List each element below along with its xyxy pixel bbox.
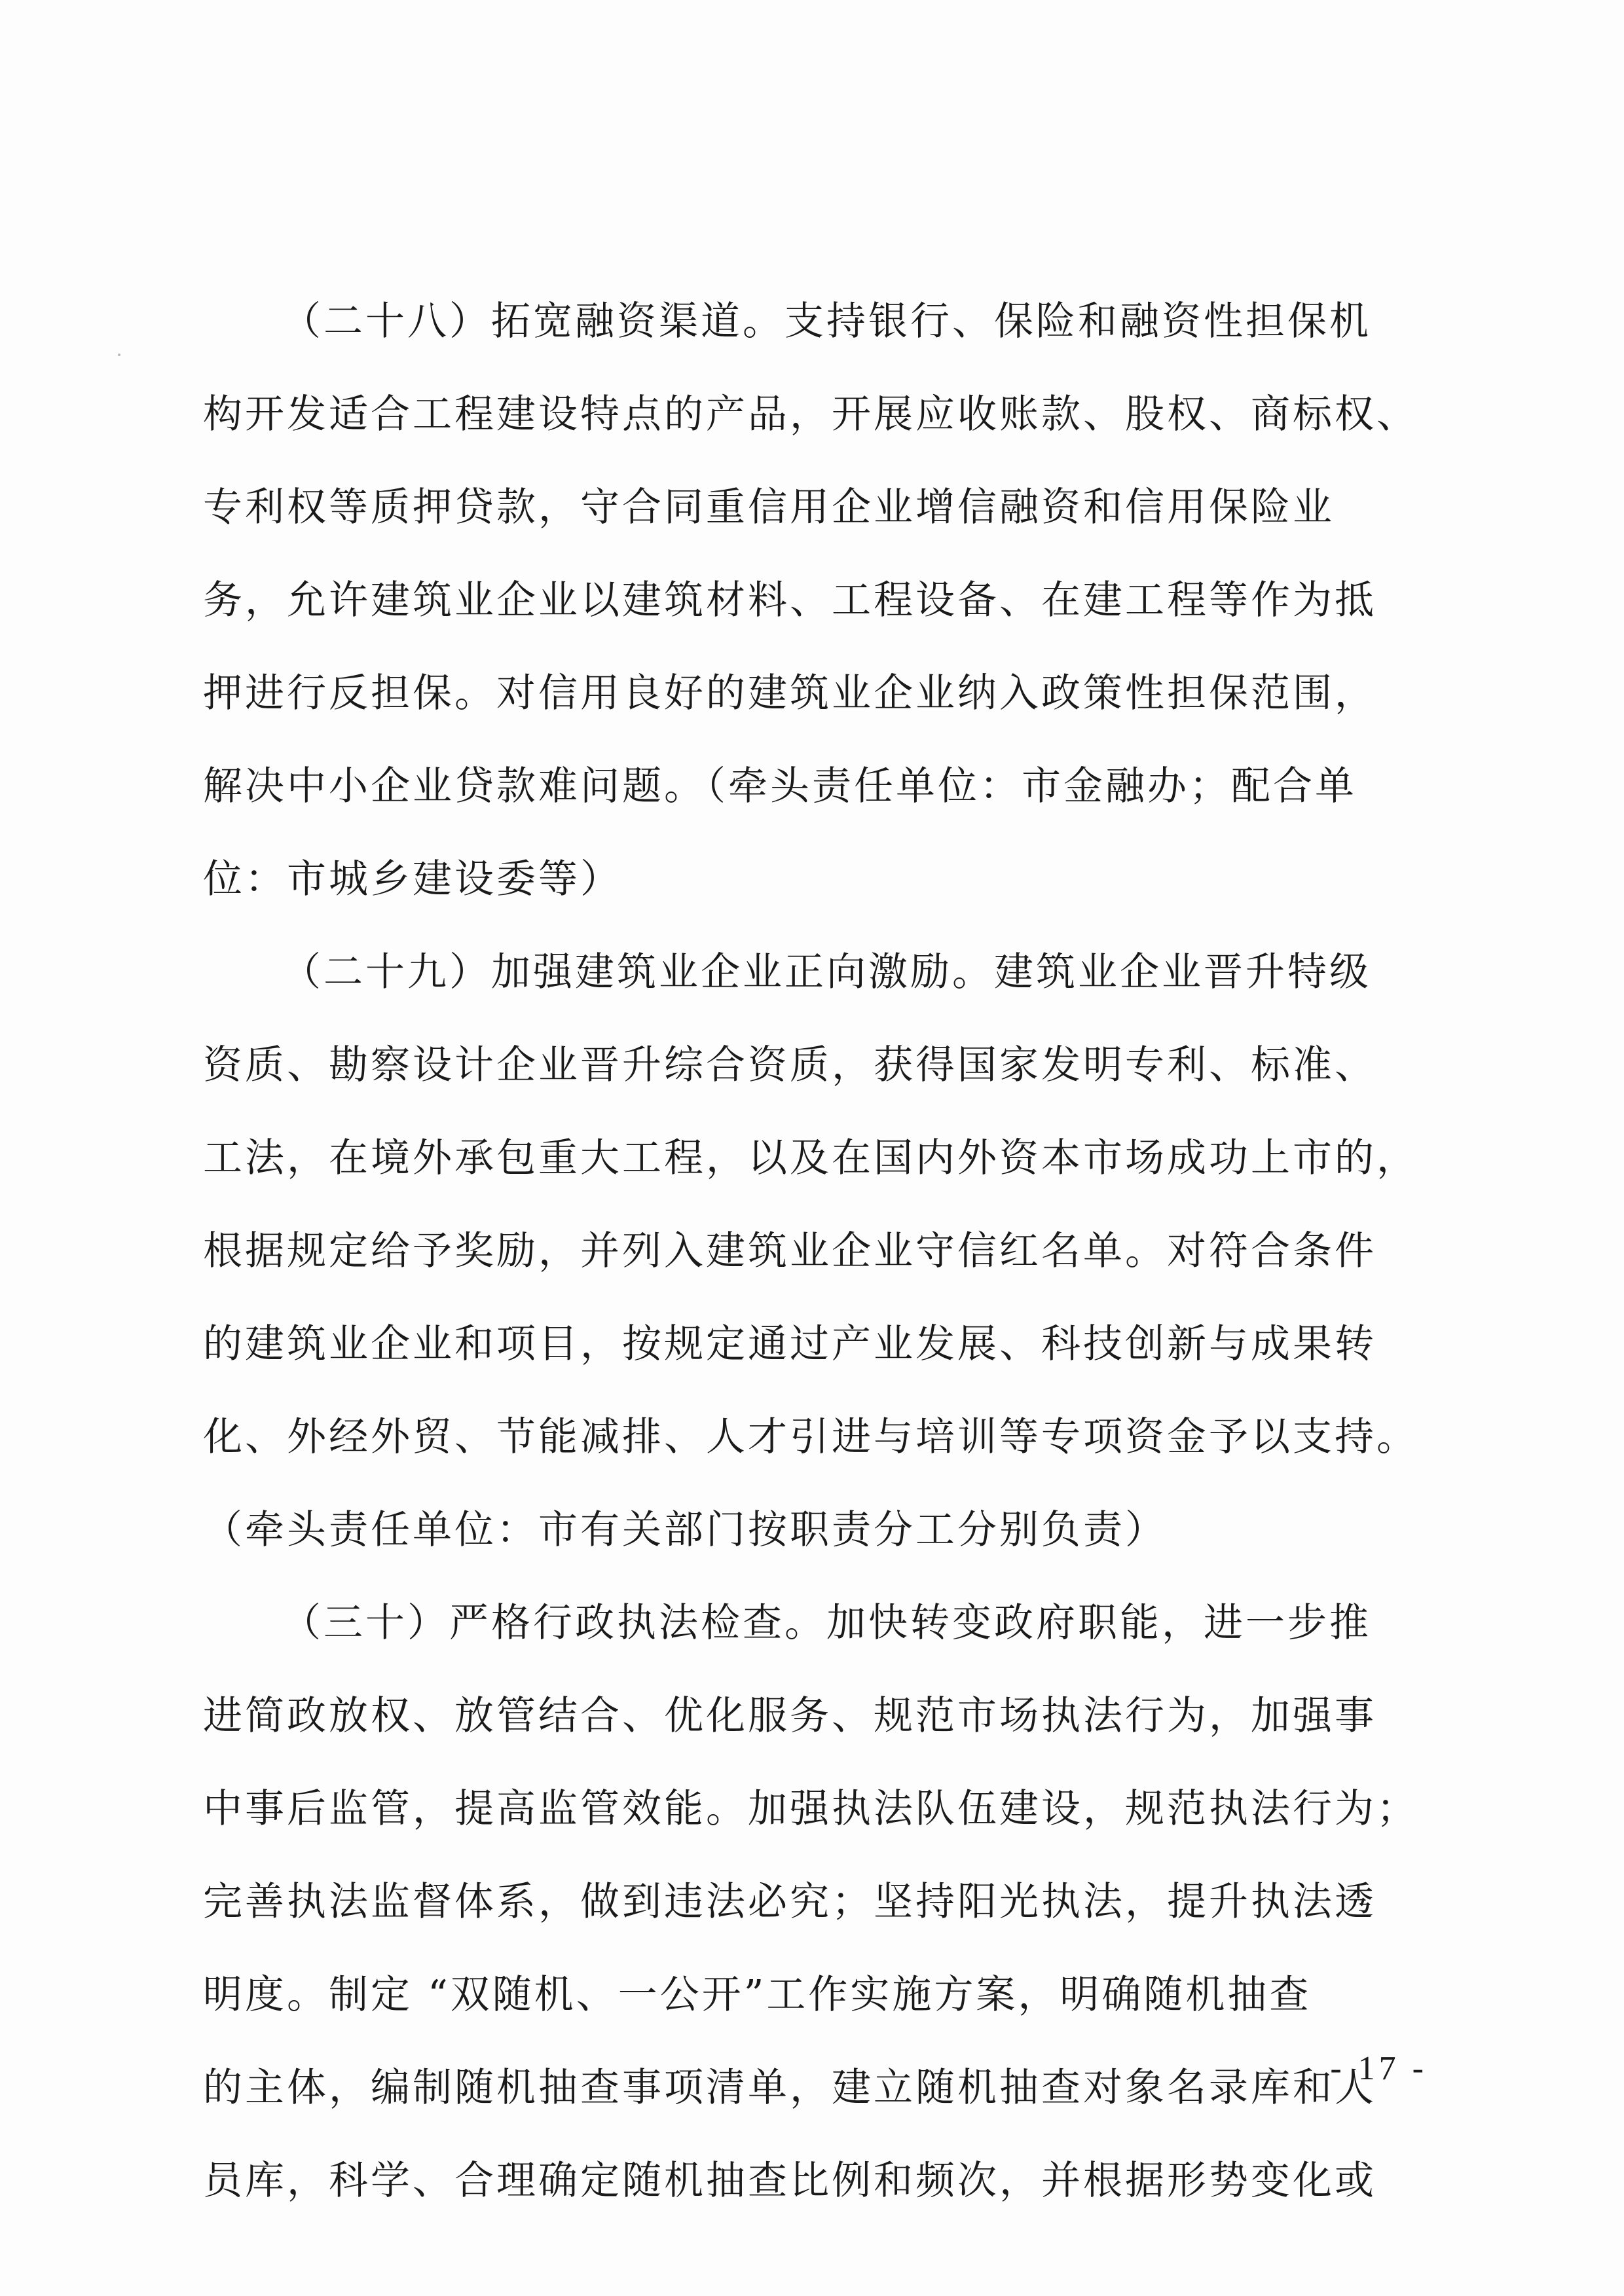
- paragraph-28-line-7: 位：市城乡建设委等）: [203, 856, 622, 902]
- paragraph-30-line-3: 中事后监管，提高监管效能。加强执法队伍建设，规范执法行为；: [203, 1786, 1418, 1832]
- paragraph-30-line-1: （三十）严格行政执法检查。加快转变政府职能，进一步推: [282, 1600, 1371, 1646]
- body-text: [203, 275, 1428, 2227]
- paragraph-29-line-3: 工法，在境外承包重大工程，以及在国内外资本市场成功上市的，: [203, 1135, 1418, 1181]
- paragraph-30-line-2: 进简政放权、放管结合、优化服务、规范市场执法行为，加强事: [203, 1693, 1376, 1739]
- paragraph-30-line-5: 明度。制定 “双随机、一公开”工作实施方案，明确随机抽查: [203, 1972, 1312, 2018]
- paragraph-29-line-1: （二十九）加强建筑业企业正向激励。建筑业企业晋升特级: [282, 949, 1371, 995]
- paragraph-30-line-7: 员库，科学、合理确定随机抽查比例和频次，并根据形势变化或: [203, 2158, 1376, 2204]
- paragraph-28-line-5: 押进行反担保。对信用良好的建筑业企业纳入政策性担保范围，: [203, 670, 1376, 716]
- paragraph-29-line-5: 的建筑业企业和项目，按规定通过产业发展、科技创新与成果转: [203, 1321, 1376, 1367]
- scan-speck: [118, 354, 120, 356]
- paragraph-29-line-2: 资质、勘察设计企业晋升综合资质，获得国家发明专利、标准、: [203, 1042, 1376, 1088]
- paragraph-28-line-2: 构开发适合工程建设特点的产品，开展应收账款、股权、商标权、: [203, 392, 1418, 437]
- paragraph-30-line-6: 的主体，编制随机抽查事项清单，建立随机抽查对象名录库和人: [203, 2065, 1376, 2111]
- paragraph-29-line-7: （牵头责任单位：市有关部门按职责分工分别负责）: [203, 1507, 1167, 1553]
- paragraph-28-line-3: 专利权等质押贷款，守合同重信用企业增信融资和信用保险业: [203, 484, 1335, 530]
- paragraph-28-line-6: 解决中小企业贷款难问题。（牵头责任单位：市金融办；配合单: [203, 763, 1357, 809]
- paragraph-29-line-4: 根据规定给予奖励，并列入建筑业企业守信红名单。对符合条件: [203, 1228, 1376, 1274]
- paragraph-28-line-1: （二十八）拓宽融资渠道。支持银行、保险和融资性担保机: [282, 299, 1371, 344]
- paragraph-28-line-4: 务，允许建筑业企业以建筑材料、工程设备、在建工程等作为抵: [203, 577, 1376, 623]
- paragraph-30-line-4: 完善执法监督体系，做到违法必究；坚持阳光执法，提升执法透: [203, 1879, 1376, 1925]
- paragraph-29-line-6: 化、外经外贸、节能减排、人才引进与培训等专项资金予以支持。: [203, 1414, 1418, 1460]
- page-number: - 17 -: [1330, 2050, 1428, 2087]
